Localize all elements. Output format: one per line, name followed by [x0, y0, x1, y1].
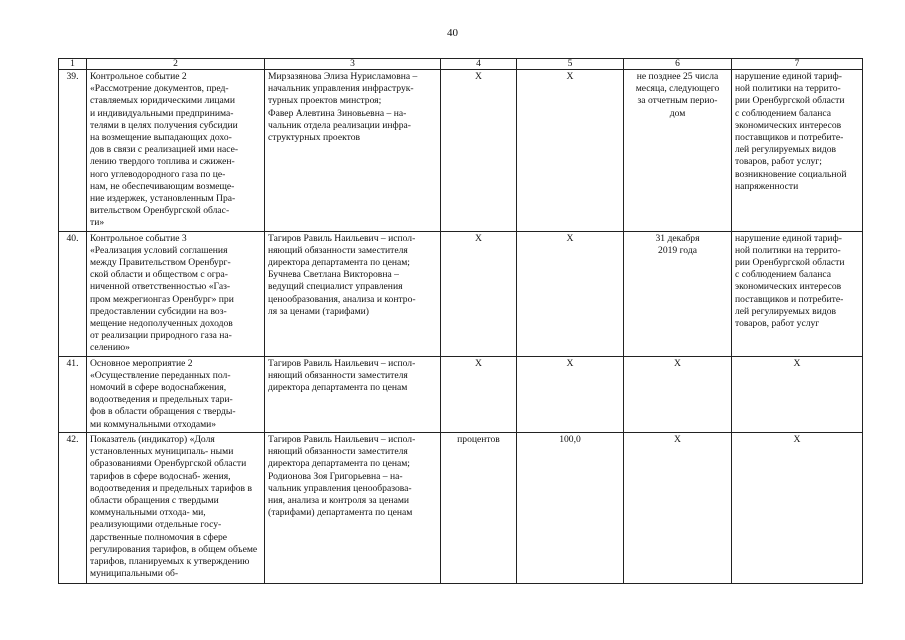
column-number-row [59, 59, 863, 70]
column-header: 2 [87, 59, 265, 70]
value-cell: 100,0 [517, 432, 624, 583]
row-number: 39. [59, 70, 87, 232]
risks-cell: Х [732, 432, 863, 583]
responsible-cell: Тагиров Равиль Наильевич – испол- няющий обязанности заместителя директора департамента по ценам [265, 356, 441, 432]
deadline-cell: 31 декабря 2019 года [624, 231, 732, 356]
responsible-cell: Тагиров Равиль Наильевич – испол- няющий обязанности заместителя директора департамента по ценам; Родионова Зоя Григорьевна – на- чальник управления ценообразова- ния, анализа и контроля за ценами (тарифами) департамента по ценам [265, 432, 441, 583]
row-number: 42. [59, 432, 87, 583]
row-number: 41. [59, 356, 87, 432]
deadline-cell: Х [624, 432, 732, 583]
responsible-cell: Мирзазянова Элиза Нурисламовна – начальник управления инфраструк- турных проектов минстроя; Фавер Алевтина Зиновьевна – на- чальник отдела реализации инфра- структурных проектов [265, 70, 441, 232]
event-cell: Показатель (индикатор) «Доля установленных муниципаль- ными образованиями Оренбургской области тарифов в сфере водоснаб- жения, водоотведения и предельных тарифов в области обращения с твердыми коммунальными отхода- ми, реализующими отдельные госу- дарственные полномочия в сфере регулирования тарифов, в общем объеме тарифов, планируемых к утверждению муниципальными об- [90, 433, 258, 580]
deadline-cell: Х [624, 356, 732, 432]
unit-cell: Х [441, 231, 517, 356]
value-cell: Х [517, 70, 624, 232]
table-row [59, 231, 863, 356]
column-header: 6 [624, 59, 732, 70]
column-header: 4 [441, 59, 517, 70]
table-row [59, 432, 863, 583]
risks-cell: Х [732, 356, 863, 432]
page-number: 40 [447, 27, 458, 39]
unit-cell: Х [441, 70, 517, 232]
column-header: 3 [265, 59, 441, 70]
table-row [59, 70, 863, 232]
unit-cell: Х [441, 356, 517, 432]
event-cell-container [87, 432, 265, 583]
event-cell: Основное мероприятие 2 «Осуществление переданных пол- номочий в сфере водоснабжения, водоотведения и предельных тари- фов в области обращения с тверды- ми коммунальными отходами» [87, 356, 265, 432]
event-cell: Контрольное событие 2 «Рассмотрение документов, пред- ставляемых юридическими лицами и индивидуальными предпринима- телями в целях получения субсидии на возмещение выпадающих дохо- дов в связи с реализацией ими насе- лению твердого топлива и сжижен- ного углеводородного газа по це- нам, не обеспечивающим возмеще- ние издержек, установленным Пра- вительством Оренбургской облас- ти» [87, 70, 265, 232]
column-header: 1 [59, 59, 87, 70]
value-cell: Х [517, 231, 624, 356]
event-cell: Контрольное событие 3 «Реализация условий соглашения между Правительством Оренбург- ской области и обществом с огра- ниченной ответственностью «Газ- пром межрегионгаз Оренбург» при предоставлении субсидии на воз- мещение недополученных доходов от реализации природного газа на- селению» [87, 231, 265, 356]
plan-table [58, 58, 863, 584]
deadline-cell: не позднее 25 числа месяца, следующего за отчетным перио- дом [624, 70, 732, 232]
responsible-cell: Тагиров Равиль Наильевич – испол- няющий обязанности заместителя директора департамента по ценам; Бучнева Светлана Викторовна – ведущий специалист управления ценообразования, анализа и контро- ля за ценами (тарифами) [265, 231, 441, 356]
risks-cell: нарушение единой тариф- ной политики на террито- рии Оренбургской области с соблюдением баланса экономических интересов поставщиков и потребите- лей регулируемых видов товаров, работ услуг; возникновение социальной напряженности [732, 70, 863, 232]
table-row [59, 356, 863, 432]
value-cell: Х [517, 356, 624, 432]
column-header: 5 [517, 59, 624, 70]
column-header: 7 [732, 59, 863, 70]
row-number: 40. [59, 231, 87, 356]
unit-cell: процентов [441, 432, 517, 583]
risks-cell: нарушение единой тариф- ной политики на террито- рии Оренбургской области с соблюдением баланса экономических интересов поставщиков и потребите- лей регулируемых видов товаров, работ услуг [732, 231, 863, 356]
